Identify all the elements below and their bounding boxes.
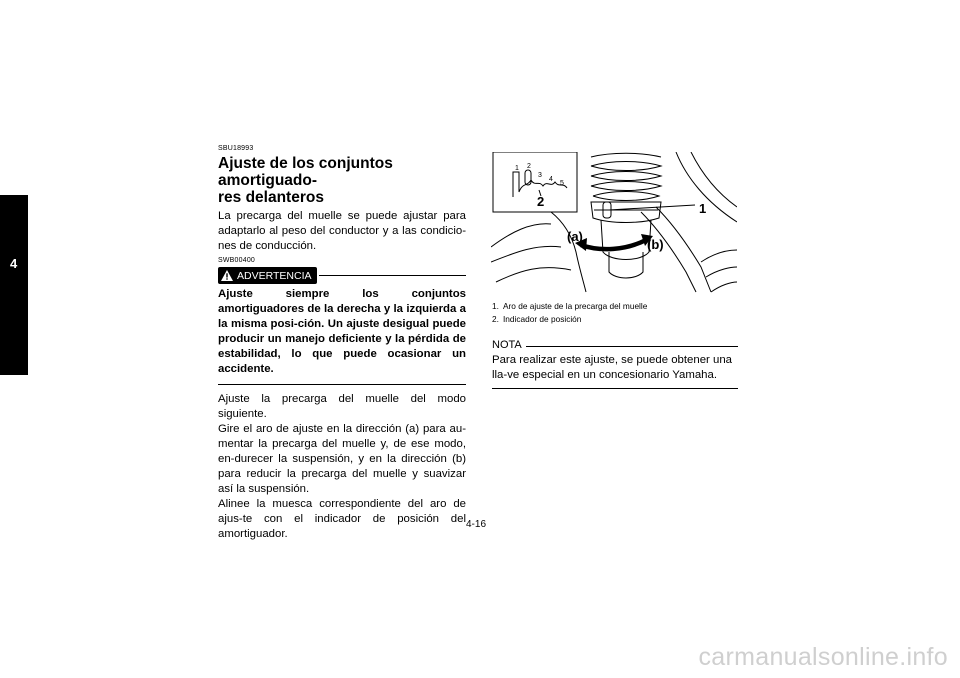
warning-label: ADVERTENCIA [237, 269, 312, 282]
arrow-label-a: (a) [567, 229, 583, 244]
note-text: Para realizar este ajuste, se puede obtener una lla-ve especial en un concesionario Yamaha. [492, 354, 732, 381]
callout-1: 1 [699, 201, 707, 216]
warning-text: Ajuste siempre los conjuntos amortiguadores de la derecha y la izquierda a la misma posi-ción. Un ajuste desigual puede producir un manejo deficiente y la pérdida de estabilidad, lo que puede ocasionar un accidente. [218, 288, 466, 375]
section-code: SBU18993 [218, 145, 254, 152]
watermark: carmanualsonline.info [698, 643, 948, 671]
left-column [218, 145, 466, 542]
chapter-number: 4 [10, 256, 18, 271]
inset-position-5: 5 [560, 180, 564, 187]
body-paragraph-1: Ajuste la precarga del muelle del modo siguiente. [218, 393, 466, 420]
body-paragraph-2: Gire el aro de ajuste en la dirección (a) para au-mentar la precarga del muelle y, de ese modo, en-durecer la suspensión, y en la dirección (b) para reducir la precarga del muelle y suavizar así la suspensión. [218, 423, 466, 495]
inset-position-3: 3 [538, 172, 542, 179]
shock-absorber-figure [491, 152, 737, 294]
heading-line-2: res delanteros [218, 189, 324, 206]
arrow-label-b: (b) [647, 237, 664, 252]
warning-header [218, 267, 466, 284]
legend-item-number: 1. [492, 301, 499, 311]
inset-position-4: 4 [549, 176, 553, 183]
page-number: 4-16 [466, 519, 487, 530]
section-heading [218, 155, 466, 206]
warning-badge [218, 267, 317, 284]
warning-code: SWB00400 [218, 257, 256, 264]
note-end-rule [492, 388, 738, 389]
intro-paragraph: La precarga del muelle se puede ajustar para adaptarlo al peso del conductor y a las condicio-nes de conducción. [218, 210, 466, 252]
legend-item-text: Indicador de posición [503, 314, 582, 324]
warning-end-rule [218, 384, 466, 385]
note-rule [526, 346, 738, 347]
legend-item-number: 2. [492, 314, 499, 324]
note-header [492, 339, 738, 351]
shock-absorber-illustration [491, 152, 737, 294]
body-paragraph-3: Alinee la muesca correspondiente del aro de ajus-te con el indicador de posición del amortiguador. [218, 498, 466, 540]
callout-2: 2 [537, 194, 545, 209]
warning-rule [319, 275, 467, 276]
note-label: NOTA [492, 339, 522, 351]
legend-item [492, 300, 742, 313]
warning-triangle-icon [221, 270, 233, 281]
figure-legend [492, 300, 742, 326]
note-box [492, 339, 738, 389]
legend-item-text: Aro de ajuste de la precarga del muelle [503, 301, 648, 311]
legend-item [492, 313, 742, 326]
chapter-tab [0, 195, 28, 375]
inset-position-1: 1 [515, 165, 519, 172]
inset-position-2: 2 [527, 163, 531, 170]
heading-line-1: Ajuste de los conjuntos amortiguado- [218, 155, 393, 189]
